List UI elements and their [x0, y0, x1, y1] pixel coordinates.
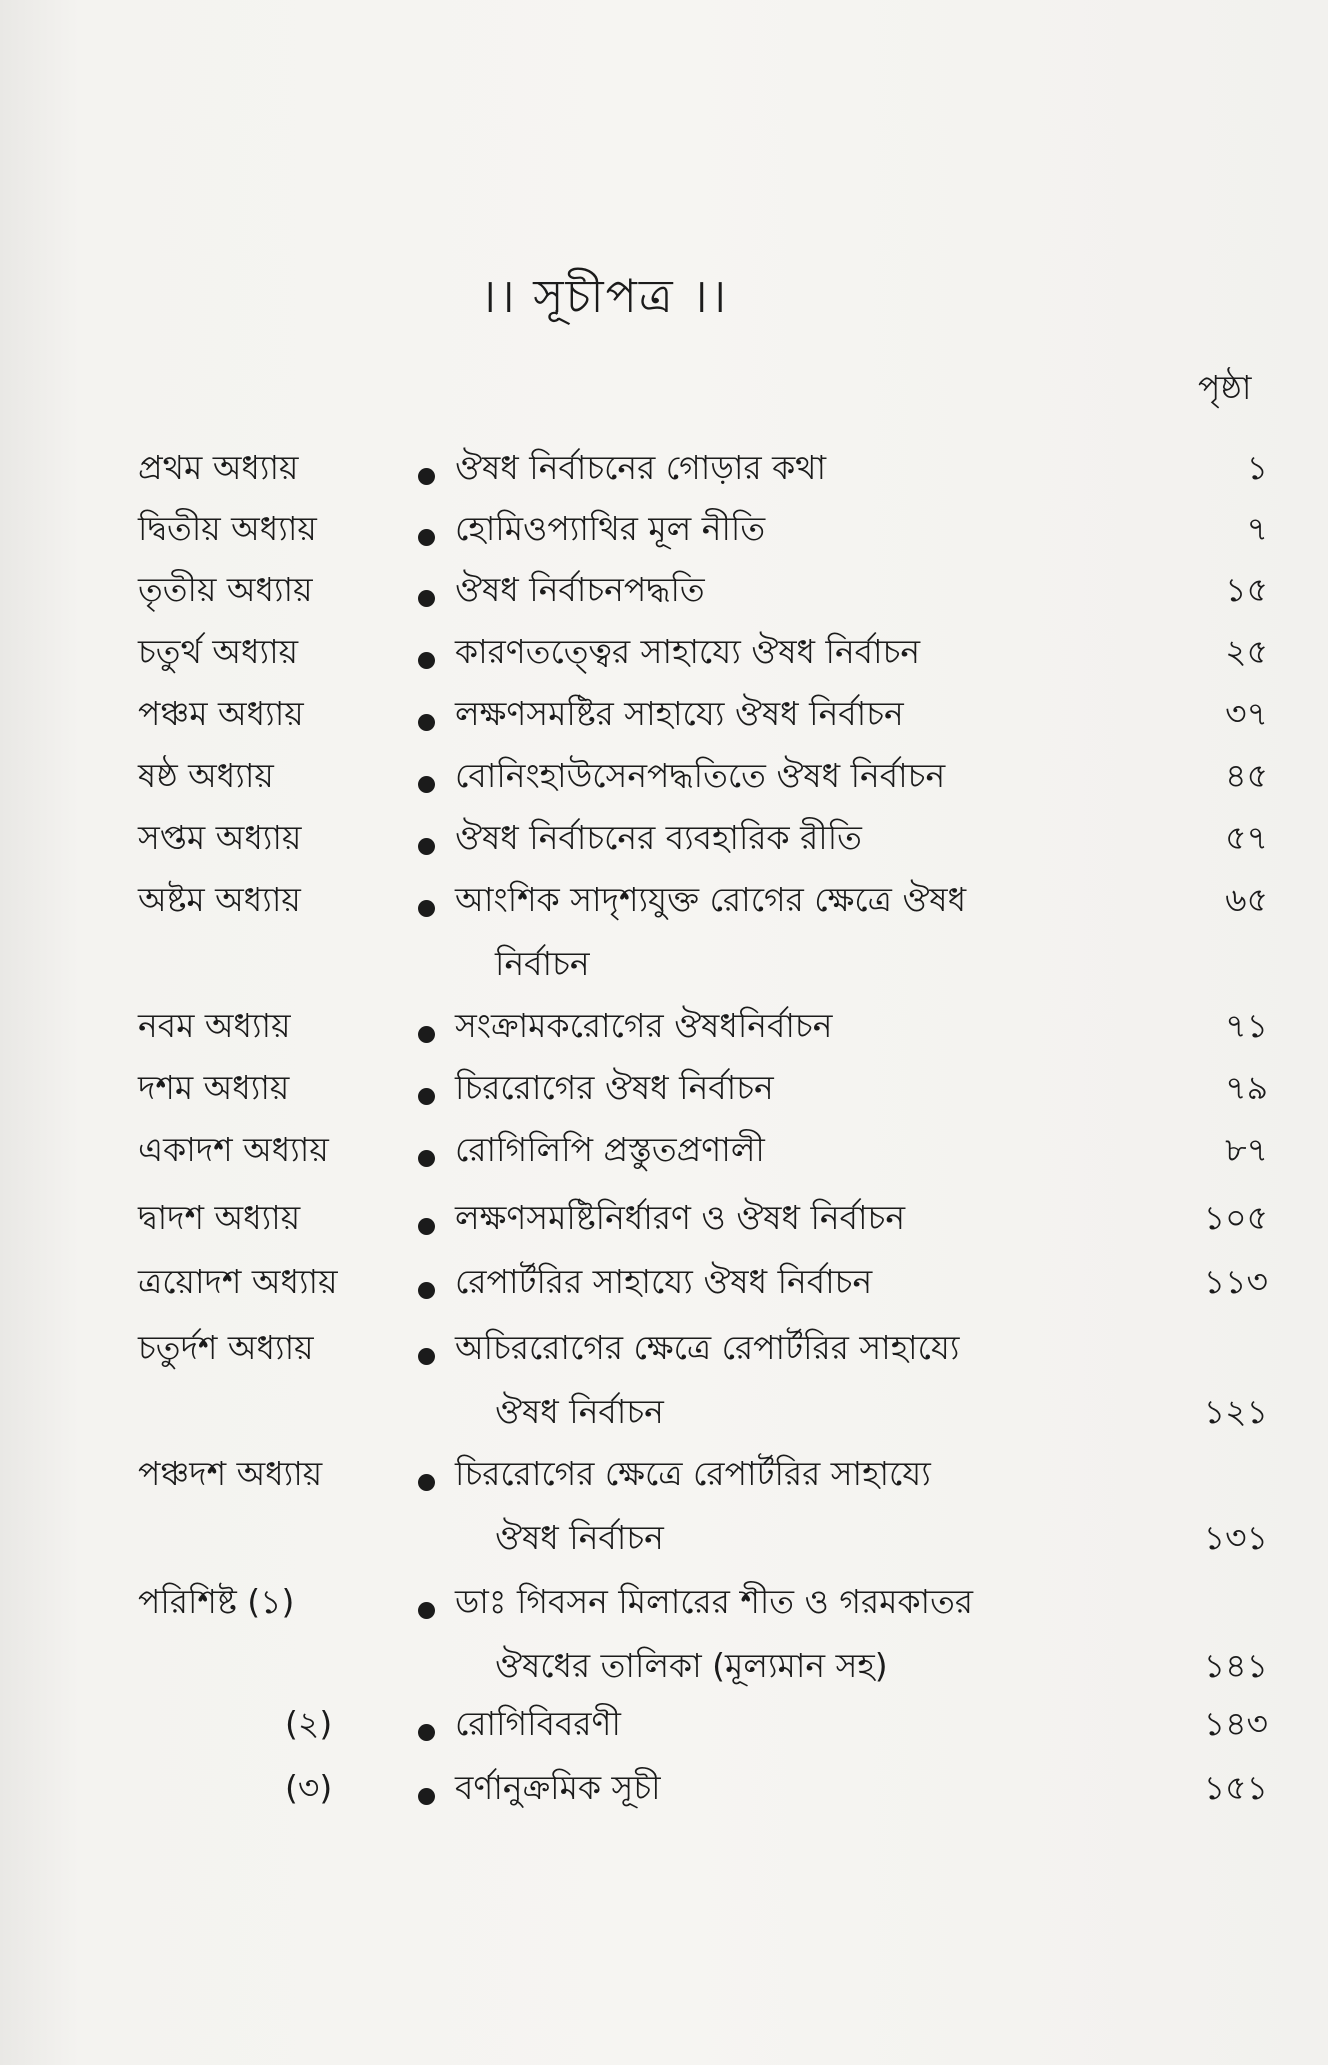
bullet-icon: [418, 1602, 435, 1619]
entry-title: বোনিংহাউসেনপদ্ধতিতে ঔষধ নির্বাচন: [455, 756, 946, 795]
chapter-label: নবম অধ্যায়: [138, 1006, 291, 1045]
page-number: ১৫: [1225, 570, 1268, 609]
entry-title: লক্ষণসমষ্টির সাহায্যে ঔষধ নির্বাচন: [455, 694, 904, 733]
entry-title: কারণতত্ত্বের সাহায্যে ঔষধ নির্বাচন: [455, 632, 921, 671]
chapter-label: (২): [285, 1704, 333, 1743]
page-number: ৭১: [1225, 1006, 1268, 1045]
chapter-label: দশম অধ্যায়: [138, 1068, 290, 1107]
chapter-label: প্রথম অধ্যায়: [138, 448, 299, 487]
page-number: ১৪৩: [1203, 1704, 1268, 1743]
entry-title: হোমিওপ্যাথির মূল নীতি: [455, 509, 766, 548]
page-number: ২৫: [1225, 632, 1268, 671]
bullet-icon: [418, 1088, 435, 1105]
entry-title: ডাঃ গিবসন মিলারের শীত ও গরমকাতর: [455, 1582, 974, 1621]
page-number: ১১৩: [1203, 1262, 1268, 1301]
page-number: ৭৯: [1225, 1068, 1268, 1107]
entry-title: বর্ণানুক্রমিক সূচী: [455, 1768, 661, 1807]
entry-title: ঔষধ নির্বাচনের ব্যবহারিক রীতি: [455, 818, 862, 857]
bullet-icon: [418, 1282, 435, 1299]
chapter-label: পরিশিষ্ট (১): [138, 1582, 295, 1621]
entry-title: ঔষধ নির্বাচনপদ্ধতি: [455, 570, 705, 609]
page-number: ৫৭: [1225, 818, 1268, 857]
bullet-icon: [418, 1150, 435, 1167]
entry-title: রোগিবিবরণী: [455, 1704, 621, 1743]
bullet-icon: [418, 838, 435, 855]
chapter-label: অষ্টম অধ্যায়: [138, 880, 301, 919]
entry-title-continued: ঔষধ নির্বাচন: [495, 1392, 664, 1431]
chapter-label: দ্বিতীয় অধ্যায়: [138, 509, 317, 548]
bullet-icon: [418, 714, 435, 731]
entry-title: চিররোগের ঔষধ নির্বাচন: [455, 1068, 774, 1107]
bullet-icon: [418, 1218, 435, 1235]
bullet-icon: [418, 590, 435, 607]
bullet-icon: [418, 1724, 435, 1741]
page-number: ১৪১: [1203, 1646, 1268, 1685]
chapter-label: ত্রয়োদশ অধ্যায়: [138, 1262, 338, 1301]
page-number: ১৩১: [1203, 1518, 1268, 1557]
entry-title: সংক্রামকরোগের ঔষধনির্বাচন: [455, 1006, 833, 1045]
bullet-icon: [418, 1474, 435, 1491]
page-number: ১০৫: [1203, 1198, 1268, 1237]
page-number: ১: [1246, 448, 1268, 487]
bullet-icon: [418, 529, 435, 546]
entry-title: চিররোগের ক্ষেত্রে রেপার্টরির সাহায্যে: [455, 1454, 931, 1493]
bullet-icon: [418, 1788, 435, 1805]
entry-title-continued: নির্বাচন: [495, 944, 590, 983]
chapter-label: পঞ্চদশ অধ্যায়: [138, 1454, 323, 1493]
entry-title: অচিররোগের ক্ষেত্রে রেপার্টরির সাহায্যে: [455, 1328, 960, 1367]
chapter-label: (৩): [285, 1768, 333, 1807]
chapter-label: দ্বাদশ অধ্যায়: [138, 1198, 301, 1237]
bullet-icon: [418, 468, 435, 485]
entry-title-continued: ঔষধের তালিকা (মূল্যমান সহ): [495, 1646, 888, 1685]
entry-title: লক্ষণসমষ্টিনির্ধারণ ও ঔষধ নির্বাচন: [455, 1198, 906, 1237]
chapter-label: পঞ্চম অধ্যায়: [138, 694, 304, 733]
chapter-label: তৃতীয় অধ্যায়: [138, 570, 313, 609]
page-number: ৪৫: [1225, 756, 1268, 795]
page-number: ৮৭: [1225, 1130, 1268, 1169]
entry-title: রেপার্টরির সাহায্যে ঔষধ নির্বাচন: [455, 1262, 873, 1301]
chapter-label: চতুর্দশ অধ্যায়: [138, 1328, 314, 1367]
page-number: ৬৫: [1225, 880, 1268, 919]
page-title: ।। সূচীপত্র ।।: [479, 269, 729, 323]
page-number: ৭: [1246, 509, 1268, 548]
page-number: ১৫১: [1203, 1768, 1268, 1807]
page-column-label: পৃষ্ঠা: [1198, 368, 1252, 407]
chapter-label: চতুর্থ অধ্যায়: [138, 632, 299, 671]
bullet-icon: [418, 1026, 435, 1043]
entry-title: আংশিক সাদৃশ্যযুক্ত রোগের ক্ষেত্রে ঔষধ: [455, 880, 967, 919]
page-number: ৩৭: [1225, 694, 1268, 733]
chapter-label: একাদশ অধ্যায়: [138, 1130, 329, 1169]
chapter-label: ষষ্ঠ অধ্যায়: [138, 756, 274, 795]
bullet-icon: [418, 900, 435, 917]
bullet-icon: [418, 776, 435, 793]
bullet-icon: [418, 1348, 435, 1365]
entry-title: রোগিলিপি প্রস্তুতপ্রণালী: [455, 1130, 765, 1169]
bullet-icon: [418, 652, 435, 669]
chapter-label: সপ্তম অধ্যায়: [138, 818, 302, 857]
entry-title: ঔষধ নির্বাচনের গোড়ার কথা: [455, 448, 827, 487]
page-number: ১২১: [1203, 1392, 1268, 1431]
entry-title-continued: ঔষধ নির্বাচন: [495, 1518, 664, 1557]
